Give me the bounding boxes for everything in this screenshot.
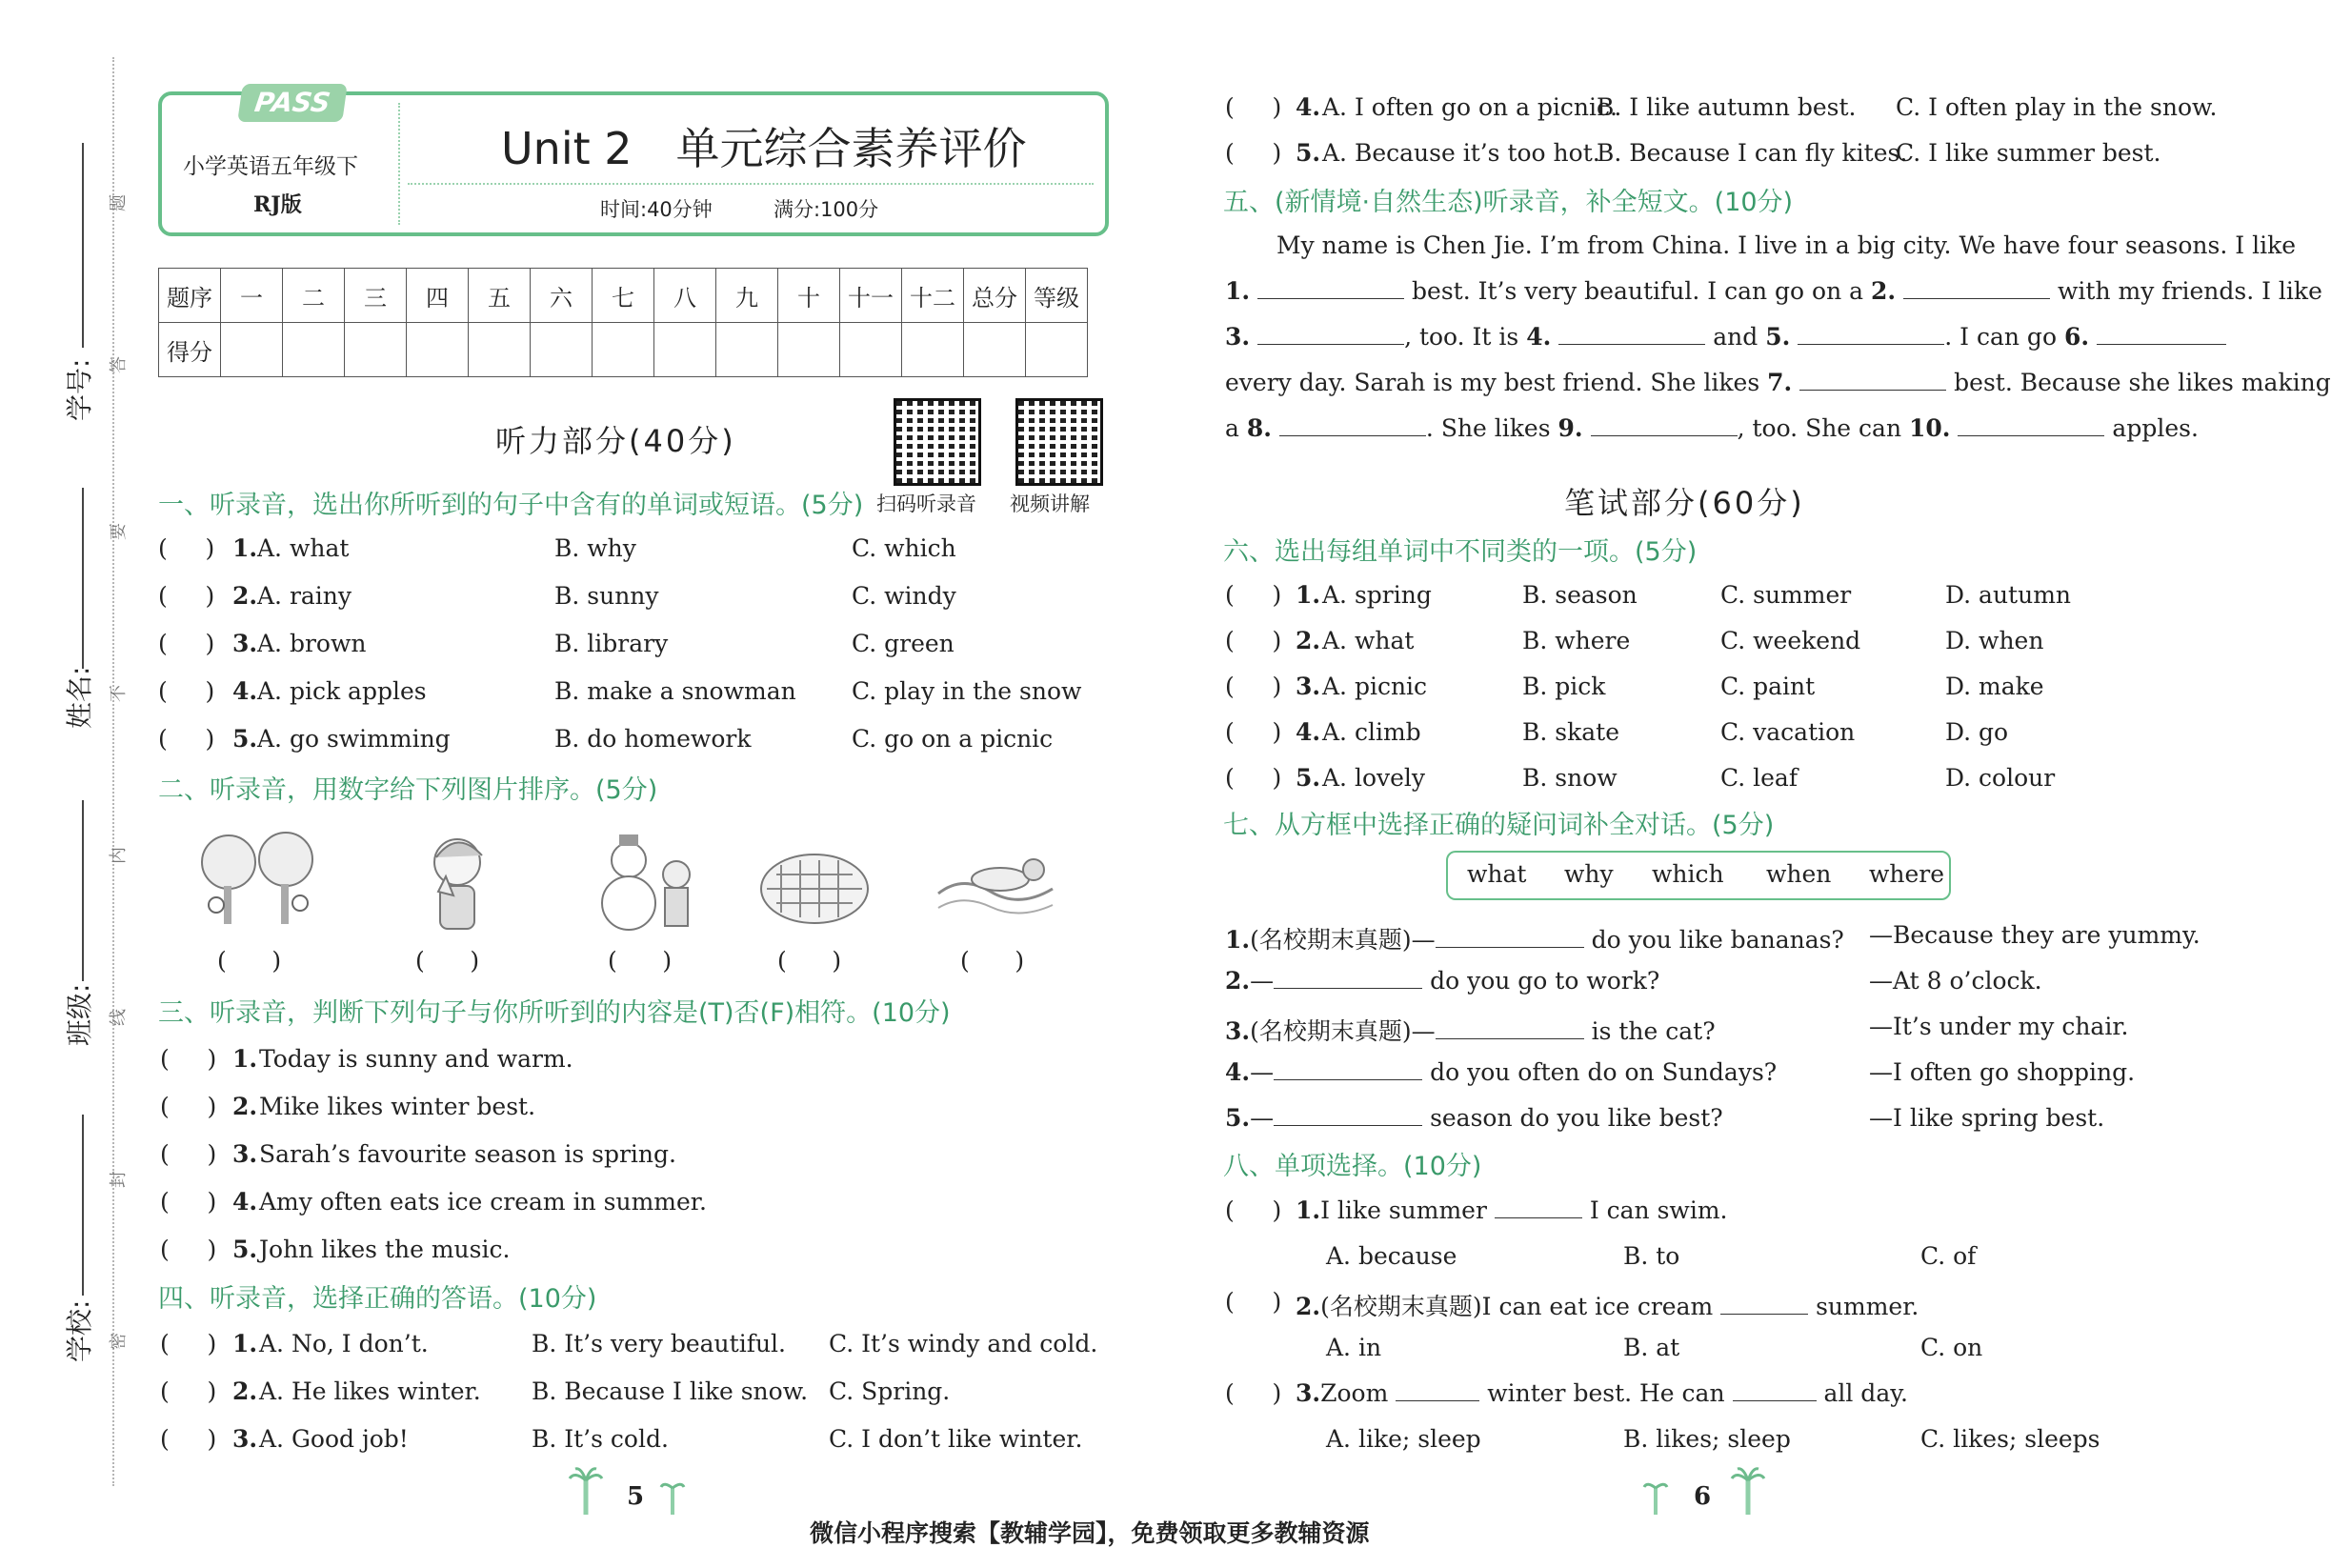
- seal-char: 密: [109, 1333, 129, 1350]
- question-number: 2.: [232, 582, 258, 610]
- mc-blank[interactable]: [1720, 1314, 1808, 1315]
- option-a: A. brown: [257, 630, 367, 657]
- palm-tree-icon: [1644, 1478, 1667, 1517]
- score-cell[interactable]: [964, 323, 1026, 377]
- blank-6[interactable]: [2097, 344, 2226, 345]
- answer-bracket[interactable]: ( ): [158, 582, 215, 610]
- passage-line-2: 1. best. It’s very beautiful. I can go on a 2. with my friends. I like: [1225, 277, 2322, 305]
- edition-label: RJ版: [253, 192, 302, 217]
- statement-text: Mike likes winter best.: [259, 1093, 536, 1120]
- question-number: 1.: [1296, 581, 1321, 609]
- option-c: C. paint: [1720, 673, 1816, 700]
- answer-bracket[interactable]: ( ): [1225, 718, 1282, 746]
- option-a: A. like; sleep: [1326, 1425, 1481, 1453]
- written-heading: 笔试部分(60分): [1564, 485, 1805, 521]
- answer-bracket[interactable]: ( ): [1225, 1379, 1282, 1407]
- option-b: B. sunny: [554, 582, 659, 610]
- dialogue-blank[interactable]: [1274, 1079, 1422, 1080]
- option-b: B. pick: [1522, 673, 1606, 700]
- option-b: B. to: [1623, 1242, 1680, 1270]
- option-a: A. No, I don’t.: [259, 1330, 429, 1357]
- palm-tree-icon: [1732, 1467, 1764, 1517]
- answer-bracket[interactable]: ( ): [1225, 1196, 1282, 1224]
- header-divider: [398, 103, 400, 225]
- question-number: 3.: [1296, 673, 1321, 700]
- score-cell[interactable]: [902, 323, 964, 377]
- table-cell: 四: [407, 269, 469, 323]
- option-b: B. snow: [1522, 764, 1618, 792]
- answer-bracket[interactable]: ( ): [160, 1093, 217, 1120]
- section-8-title: 八、单项选择。(10分): [1223, 1152, 1482, 1181]
- class-line: [82, 800, 84, 981]
- question-number: 5.: [232, 725, 258, 753]
- section-5-text: 听录音，补全短文。(10分): [1482, 188, 1794, 217]
- score-cell[interactable]: [654, 323, 716, 377]
- qr-code-video[interactable]: [1015, 398, 1103, 486]
- dialogue-line: 4.— do you often do on Sundays?: [1225, 1058, 1778, 1086]
- school-line: [82, 1115, 84, 1296]
- question-number: 4.: [232, 1188, 258, 1216]
- option-c: C. weekend: [1720, 627, 1861, 654]
- title-header-box: [158, 87, 1109, 236]
- option-c: C. likes; sleeps: [1920, 1425, 2100, 1453]
- option-c: C. play in the snow: [852, 677, 1082, 705]
- mc-blank[interactable]: [1733, 1400, 1817, 1401]
- question-number: 3.: [232, 1140, 258, 1168]
- question-number: 5.: [232, 1236, 258, 1263]
- passage-line-4: every day. Sarah is my best friend. She likes 7. best. Because she likes making: [1225, 369, 2331, 396]
- blank-10[interactable]: [1958, 435, 2104, 436]
- option-a: A. go swimming: [257, 725, 451, 753]
- option-c: C. on: [1920, 1334, 1983, 1361]
- section-1-title: 一、听录音，选出你所听到的句子中含有的单词或短语。(5分): [158, 491, 864, 520]
- section-3-title: 三、听录音，判断下列句子与你所听到的内容是(T)否(F)相符。(10分): [158, 998, 951, 1028]
- answer-bracket[interactable]: ( ): [160, 1330, 217, 1357]
- option-b: B. I like autumn best.: [1597, 93, 1857, 121]
- mc-blank[interactable]: [1396, 1400, 1479, 1401]
- picture-answer-bracket[interactable]: ( ): [608, 947, 673, 975]
- question-number: 1.: [232, 534, 258, 562]
- mc-question: 1.I like summer I can swim.: [1296, 1196, 1728, 1224]
- picture-answer-bracket[interactable]: ( ): [960, 947, 1025, 975]
- answer-bracket[interactable]: ( ): [1225, 93, 1282, 121]
- table-cell: 七: [593, 269, 654, 323]
- answer-bracket[interactable]: ( ): [160, 1045, 217, 1073]
- section-2-title: 二、听录音，用数字给下列图片排序。(5分): [158, 775, 658, 805]
- option-a: A. picnic: [1322, 673, 1428, 700]
- dialogue-blank[interactable]: [1274, 988, 1422, 989]
- word-bank-item: why: [1564, 860, 1614, 888]
- option-c: C. I like summer best.: [1896, 139, 2161, 167]
- picture-answer-bracket[interactable]: ( ): [415, 947, 480, 975]
- section-7-title: 七、从方框中选择正确的疑问词补全对话。(5分): [1223, 811, 1775, 840]
- option-b: B. make a snowman: [554, 677, 796, 705]
- table-cell: 得分: [159, 323, 221, 377]
- option-c: C. windy: [852, 582, 956, 610]
- option-a: A. He likes winter.: [259, 1377, 481, 1405]
- qr-code-audio[interactable]: [894, 398, 981, 486]
- table-cell: 三: [345, 269, 407, 323]
- page-title: Unit 2 单元综合素养评价: [501, 123, 1027, 174]
- section-4-title: 四、听录音，选择正确的答语。(10分): [158, 1284, 597, 1314]
- section-5-tag: 五、(新情境·自然生态): [1223, 188, 1483, 217]
- passage-line-3: 3. , too. It is 4. and 5. . I can go 6.: [1225, 323, 2226, 351]
- apple-trees-picture: [195, 829, 319, 934]
- blank-1[interactable]: [1257, 298, 1404, 299]
- swimming-picture: [934, 836, 1057, 932]
- dialogue-reply: —Because they are yummy.: [1869, 921, 2200, 949]
- blank-4[interactable]: [1558, 344, 1705, 345]
- option-c: C. which: [852, 534, 956, 562]
- answer-bracket[interactable]: ( ): [1225, 139, 1282, 167]
- question-number: 1.: [232, 1330, 258, 1357]
- palm-tree-icon: [570, 1467, 602, 1517]
- score-cell[interactable]: [407, 323, 469, 377]
- statement-text: Amy often eats ice cream in summer.: [259, 1188, 707, 1216]
- table-cell: 六: [531, 269, 593, 323]
- option-c: C. Spring.: [829, 1377, 951, 1405]
- answer-bracket[interactable]: ( ): [160, 1236, 217, 1263]
- option-c: C. of: [1920, 1242, 1977, 1270]
- option-a: A. pick apples: [257, 677, 427, 705]
- answer-bracket[interactable]: ( ): [160, 1140, 217, 1168]
- option-b: B. at: [1623, 1334, 1680, 1361]
- seal-char: 答: [109, 356, 129, 373]
- dialogue-line: 2.— do you go to work?: [1225, 967, 1660, 995]
- table-cell: 等级: [1026, 269, 1088, 323]
- dialogue-reply: —At 8 o’clock.: [1869, 967, 2042, 995]
- blank-3[interactable]: [1257, 344, 1404, 345]
- option-b: B. Because I like snow.: [532, 1377, 809, 1405]
- option-d: D. colour: [1945, 764, 2056, 792]
- table-cell: 总分: [964, 269, 1026, 323]
- passage-line-1: My name is Chen Jie. I’m from China. I live in a big city. We have four seasons. I like: [1276, 231, 2297, 259]
- grade-label: 小学英语五年级下: [183, 154, 358, 179]
- answer-bracket[interactable]: ( ): [1225, 673, 1282, 700]
- option-b: B. It’s very beautiful.: [532, 1330, 786, 1357]
- palm-tree-icon: [661, 1478, 684, 1517]
- option-c: C. summer: [1720, 581, 1852, 609]
- passage-line-5: a 8. . She likes 9. , too. She can 10. apples.: [1225, 414, 2199, 442]
- option-a: A. what: [257, 534, 350, 562]
- statement-text: Sarah’s favourite season is spring.: [259, 1140, 676, 1168]
- dialogue-reply: —It’s under my chair.: [1869, 1013, 2129, 1040]
- score-cell[interactable]: [531, 323, 593, 377]
- table-cell: 二: [283, 269, 345, 323]
- table-cell: 五: [469, 269, 531, 323]
- table-cell: 八: [654, 269, 716, 323]
- option-c: C. It’s windy and cold.: [829, 1330, 1098, 1357]
- question-number: 5.: [1296, 139, 1321, 167]
- table-cell: 十一: [840, 269, 902, 323]
- score-cell[interactable]: [469, 323, 531, 377]
- score-cell[interactable]: [283, 323, 345, 377]
- question-number: 5.: [1296, 764, 1321, 792]
- class-label: 班级:: [64, 983, 95, 1046]
- score-cell[interactable]: [345, 323, 407, 377]
- question-number: 2.: [232, 1377, 258, 1405]
- header-rule: [408, 183, 1094, 185]
- question-number: 3.: [232, 630, 258, 657]
- section-5-title: [1223, 181, 1793, 218]
- dialogue-line: 1.(名校期末真题)— do you like bananas?: [1225, 926, 1844, 954]
- word-bank-item: what: [1467, 860, 1527, 888]
- option-c: C. green: [852, 630, 955, 657]
- option-c: C. leaf: [1720, 764, 1798, 792]
- option-d: D. when: [1945, 627, 2044, 654]
- dialogue-line: 5.— season do you like best?: [1225, 1104, 1723, 1132]
- dialogue-line: 3.(名校期末真题)— is the cat?: [1225, 1017, 1716, 1045]
- student-no-label: 学号:: [64, 358, 95, 421]
- full-score: 满分:100分: [774, 198, 879, 221]
- seal-char: 内: [109, 847, 129, 864]
- answer-bracket[interactable]: ( ): [160, 1425, 217, 1453]
- word-bank-box: [1446, 851, 1951, 900]
- option-b: B. why: [554, 534, 636, 562]
- name-line: [82, 488, 84, 669]
- answer-bracket[interactable]: ( ): [158, 534, 215, 562]
- table-cell: 一: [221, 269, 283, 323]
- page-number-right: 6: [1694, 1482, 1712, 1511]
- question-number: 2.: [1296, 627, 1321, 654]
- option-d: D. go: [1945, 718, 2009, 746]
- blank-5[interactable]: [1798, 344, 1944, 345]
- qr-audio-label: 扫码听录音: [876, 493, 976, 515]
- student-no-line: [82, 143, 84, 348]
- option-b: B. Because I can fly kites.: [1597, 139, 1908, 167]
- qr-video-label: 视频讲解: [1010, 493, 1090, 515]
- question-number: 4.: [1296, 718, 1321, 746]
- question-number: 3.: [232, 1425, 258, 1453]
- garden-picture: [757, 836, 872, 932]
- option-a: A. in: [1326, 1334, 1382, 1361]
- statement-text: John likes the music.: [259, 1236, 511, 1263]
- dialogue-blank[interactable]: [1274, 1125, 1422, 1126]
- blank-2[interactable]: [1903, 298, 2050, 299]
- option-c: C. I often play in the snow.: [1896, 93, 2218, 121]
- section-6-title: 六、选出每组单词中不同类的一项。(5分): [1223, 537, 1698, 567]
- blank-8[interactable]: [1279, 435, 1426, 436]
- table-cell: 十: [778, 269, 840, 323]
- time-limit: 时间:40分钟: [600, 198, 713, 221]
- answer-bracket[interactable]: ( ): [160, 1377, 217, 1405]
- seal-char: 题: [109, 194, 129, 211]
- answer-bracket[interactable]: ( ): [158, 630, 215, 657]
- option-a: A. Because it’s too hot.: [1322, 139, 1600, 167]
- mc-question: 3.Zoom winter best. He can all day.: [1296, 1379, 1908, 1407]
- word-bank-item: which: [1652, 860, 1724, 888]
- page-number-left: 5: [627, 1482, 645, 1511]
- score-table: [158, 268, 1088, 377]
- answer-bracket[interactable]: ( ): [158, 725, 215, 753]
- option-b: B. season: [1522, 581, 1638, 609]
- question-number: 1.: [232, 1045, 258, 1073]
- option-a: A. what: [1322, 627, 1415, 654]
- picture-answer-bracket[interactable]: ( ): [777, 947, 842, 975]
- option-a: A. I often go on a picnic.: [1322, 93, 1618, 121]
- option-a: A. lovely: [1322, 764, 1426, 792]
- option-d: D. autumn: [1945, 581, 2072, 609]
- score-cell[interactable]: [840, 323, 902, 377]
- option-b: B. skate: [1522, 718, 1619, 746]
- score-cell[interactable]: [593, 323, 654, 377]
- option-b: B. do homework: [554, 725, 752, 753]
- blank-9[interactable]: [1591, 435, 1738, 436]
- picture-answer-bracket[interactable]: ( ): [217, 947, 282, 975]
- seal-char: 线: [109, 1009, 129, 1026]
- question-number: 4.: [232, 677, 258, 705]
- girl-eating-icecream-picture: [410, 829, 505, 934]
- binding-dotted-line: [112, 57, 114, 1486]
- score-cell[interactable]: [1026, 323, 1088, 377]
- option-a: A. climb: [1322, 718, 1421, 746]
- option-a: A. Good job!: [259, 1425, 409, 1453]
- listening-heading: 听力部分(40分): [495, 423, 736, 459]
- dialogue-blank[interactable]: [1436, 947, 1584, 948]
- option-b: B. likes; sleep: [1623, 1425, 1791, 1453]
- answer-bracket[interactable]: ( ): [160, 1188, 217, 1216]
- blank-7[interactable]: [1799, 390, 1946, 391]
- seal-char: 要: [109, 523, 129, 540]
- option-c: C. go on a picnic: [852, 725, 1054, 753]
- mc-blank[interactable]: [1495, 1217, 1582, 1218]
- table-cell: 九: [716, 269, 778, 323]
- answer-bracket[interactable]: ( ): [158, 677, 215, 705]
- word-bank-item: when: [1766, 860, 1832, 888]
- option-b: B. where: [1522, 627, 1631, 654]
- seal-char: 封: [109, 1171, 129, 1188]
- table-cell: 题序: [159, 269, 221, 323]
- option-c: C. vacation: [1720, 718, 1856, 746]
- score-cell[interactable]: [716, 323, 778, 377]
- answer-bracket[interactable]: ( ): [1225, 627, 1282, 654]
- option-a: A. spring: [1322, 581, 1432, 609]
- score-table-header-row: [159, 269, 1088, 323]
- statement-text: Today is sunny and warm.: [259, 1045, 573, 1073]
- answer-bracket[interactable]: ( ): [1225, 581, 1282, 609]
- footer-ad-text: 微信小程序搜索【教辅学园】，免费领取更多教辅资源: [810, 1519, 1370, 1547]
- score-table-score-row: [159, 323, 1088, 377]
- option-b: B. library: [554, 630, 669, 657]
- name-label: 姓名:: [64, 666, 95, 729]
- score-cell[interactable]: [221, 323, 283, 377]
- dialogue-blank[interactable]: [1436, 1038, 1584, 1039]
- question-number: 4.: [1296, 93, 1321, 121]
- table-cell: 十二: [902, 269, 964, 323]
- answer-bracket[interactable]: ( ): [1225, 1288, 1282, 1316]
- question-number: 2.: [232, 1093, 258, 1120]
- mc-question: 2.(名校期末真题)I can eat ice cream summer.: [1296, 1293, 1919, 1320]
- seal-char: 不: [109, 685, 129, 702]
- option-b: B. It’s cold.: [532, 1425, 669, 1453]
- option-d: D. make: [1945, 673, 2044, 700]
- dialogue-reply: —I like spring best.: [1869, 1104, 2105, 1132]
- word-bank-item: where: [1869, 860, 1945, 888]
- school-label: 学校:: [64, 1299, 95, 1362]
- dialogue-reply: —I often go shopping.: [1869, 1058, 2136, 1086]
- snowman-picture: [581, 827, 714, 934]
- option-a: A. because: [1326, 1242, 1457, 1270]
- option-c: C. I don’t like winter.: [829, 1425, 1083, 1453]
- option-a: A. rainy: [257, 582, 352, 610]
- answer-bracket[interactable]: ( ): [1225, 764, 1282, 792]
- score-cell[interactable]: [778, 323, 840, 377]
- pass-logo: PASS: [237, 84, 348, 122]
